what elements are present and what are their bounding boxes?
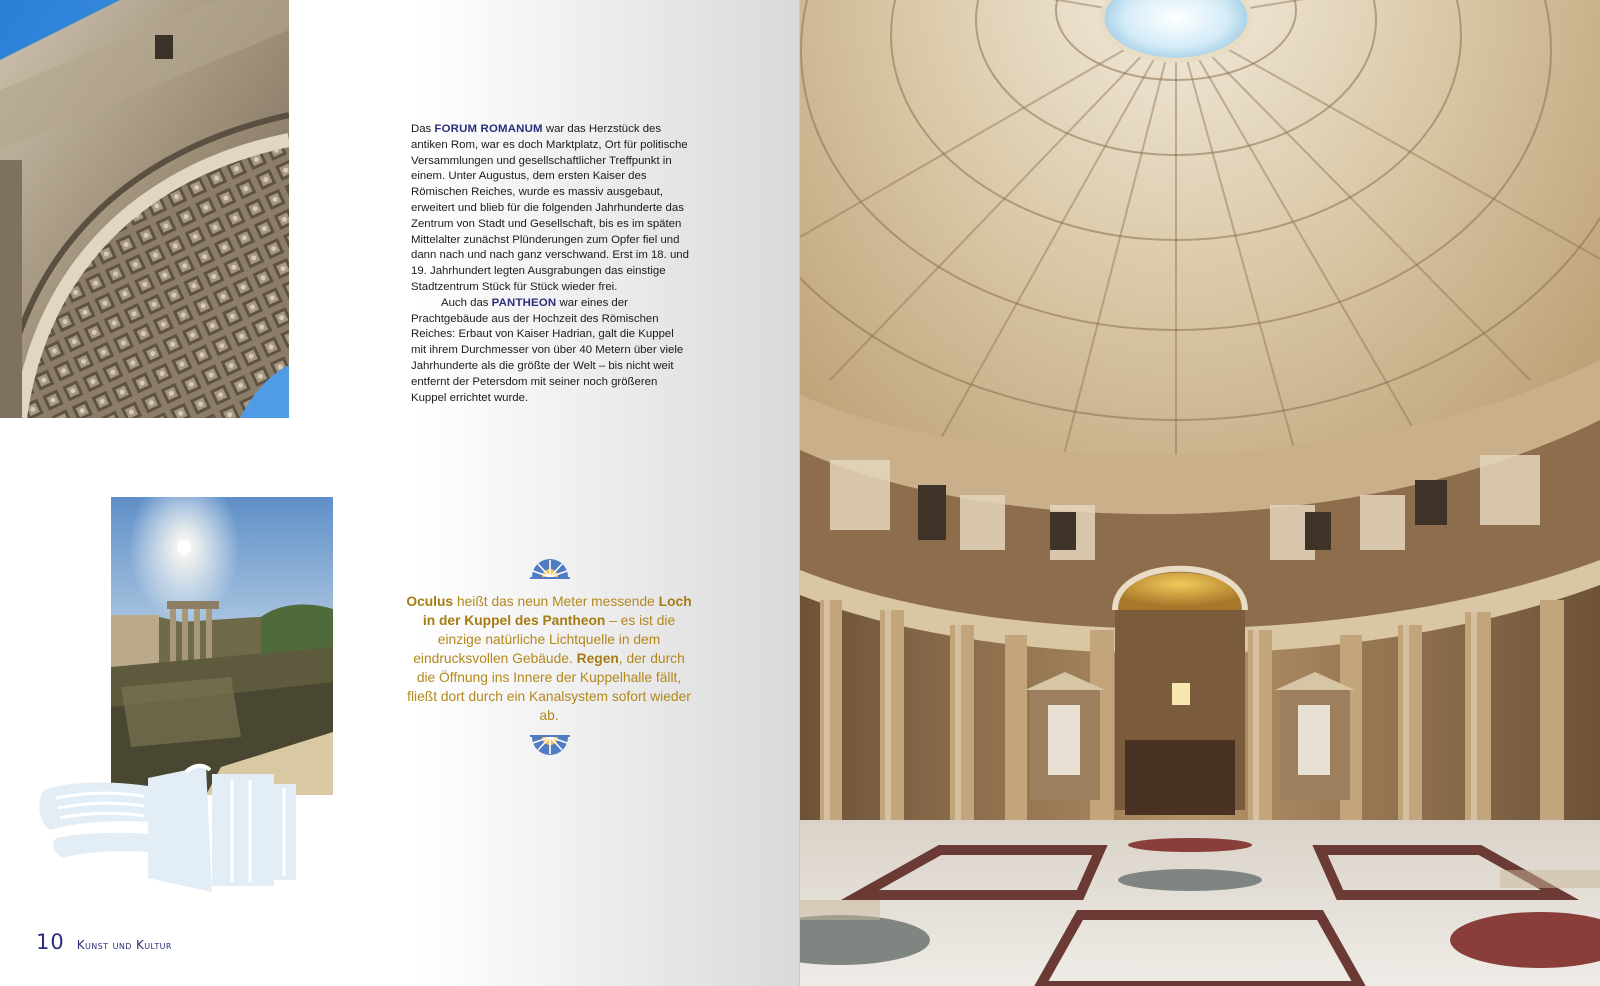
forum-photo — [111, 497, 333, 795]
paragraph-pantheon-body: war eines der Prachtgebäude aus der Hochzeit des Römischen Reiches: Erbaut von Kaiser Hadrian, galt die Kuppel mit ihrem Durchmesser von über 40 Metern über viele Jahrhunderte als die größte der Welt – bis nicht weit entfernt der Petersdom mit seiner noch größeren Kuppel errichtet wurde. — [411, 296, 684, 404]
quote-text-2: – es ist die einzige natürliche Lichtquelle in dem eindrucksvollen Gebäude. — [413, 613, 676, 666]
arch-photo — [0, 0, 289, 418]
fan-ornament-icon — [530, 735, 570, 755]
fan-ornament-icon — [530, 559, 570, 579]
term-pantheon: PANTHEON — [491, 296, 557, 309]
body-text — [411, 122, 691, 406]
quote-keyword-hole: Loch in der Kuppel des Pantheon — [422, 594, 692, 628]
quote-keyword-oculus: Oculus — [406, 594, 454, 609]
page-footer — [36, 930, 172, 954]
quote-text-1: heißt das neun Meter messende — [453, 594, 659, 609]
section-title: Kunst und Kultur — [76, 938, 172, 952]
quote-text-3: , der durch die Öffnung ins Innere der Kuppelhalle fällt, fließt dort durch ein Kanalsystem sofort wieder ab. — [407, 651, 691, 723]
term-forum-romanum: FORUM ROMANUM — [434, 123, 543, 135]
column-capital-icon — [36, 760, 306, 900]
paragraph-pantheon — [411, 296, 691, 407]
quote-keyword-rain: Regen — [576, 651, 619, 666]
paragraph-forum-intro: Das — [411, 123, 435, 135]
oculus-quote — [404, 592, 694, 725]
paragraph-forum-body: war das Herzstück des antiken Rom, war es doch Marktplatz, Ort für politische Versammlungen und gesellschaftlicher Treffpunkt in einem. Unter Augustus, dem ersten Kaiser des Römischen Reiches, wurde es massiv ausgebaut, erweitert und blieb für die folgenden Jahrhunderte das Zentrum von Stadt und Gesellschaft, bis es im späten Mittelalter zunächst Plünderungen zum Opfer fiel und dann nach und nach ganz verschwand. Erst im 18. und 19. Jahrhundert legten Ausgrabungen das einstige Stadtzentrum Stück für Stück wieder frei. — [411, 123, 689, 293]
pantheon-photo — [800, 0, 1600, 986]
page-number: 10 — [36, 930, 65, 954]
paragraph-pantheon-intro: Auch das — [441, 296, 492, 309]
paragraph-forum — [411, 122, 691, 296]
